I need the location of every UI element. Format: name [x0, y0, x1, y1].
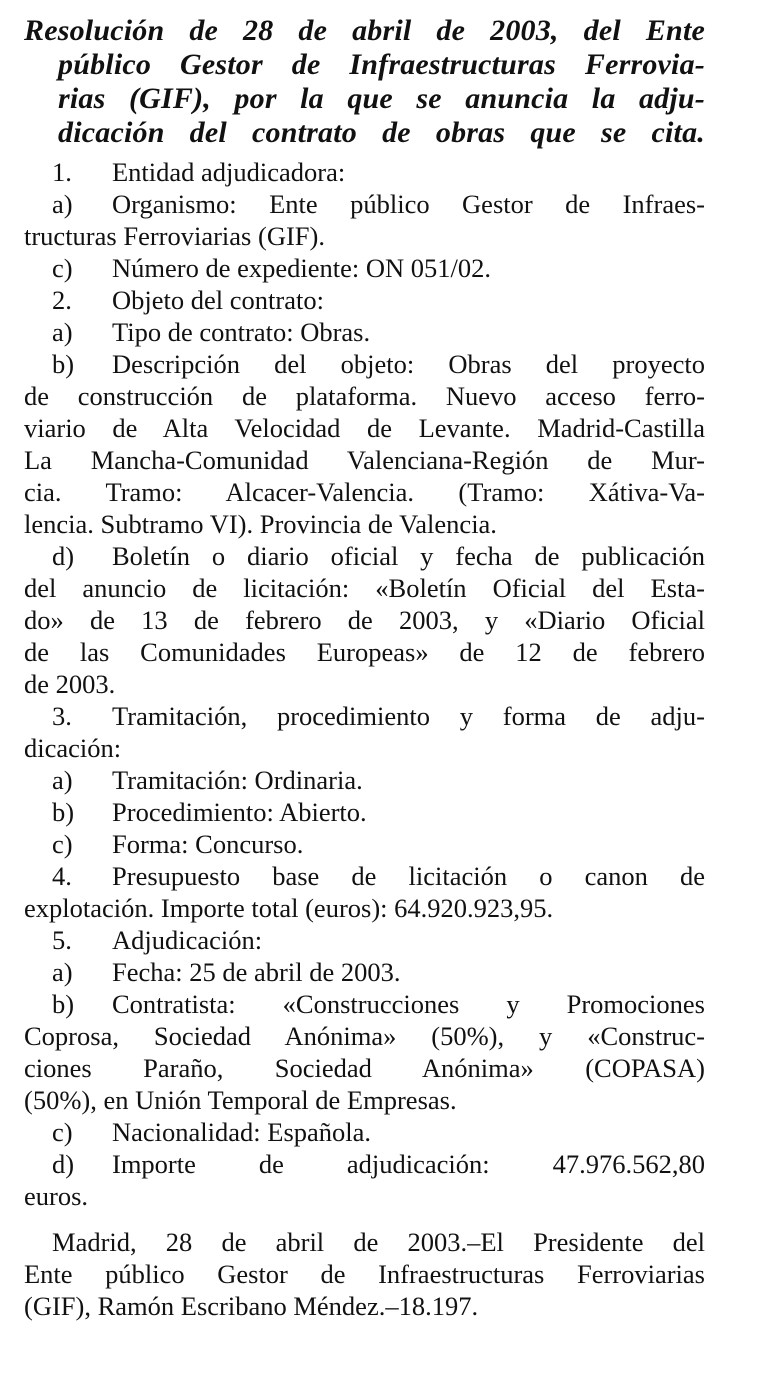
list-item-line: do» de 13 de febrero de 2003, y «Diario Oficial — [24, 605, 705, 635]
signature-line: Madrid, 28 de abril de 2003.–El Presidente del — [52, 1227, 705, 1257]
list-item-text: Objeto del contrato: — [112, 285, 324, 315]
list-item-line: lencia. Subtramo VI). Provincia de Valencia. — [24, 509, 497, 539]
list-item-text: Número de expediente: ON 051/02. — [112, 253, 491, 283]
list-item-first-line — [24, 956, 705, 988]
list-marker: c) — [52, 1117, 73, 1147]
list-item-text: Tramitación: Ordinaria. — [112, 765, 363, 795]
list-item-line: explotación. Importe total (euros): 64.920.923,95. — [24, 893, 554, 923]
list-item — [24, 924, 705, 956]
list-marker: a) — [52, 189, 73, 219]
list-item — [24, 956, 705, 988]
list-item-first-line — [24, 700, 705, 732]
list-item-line: dicación: — [24, 733, 122, 763]
list-item — [24, 188, 705, 252]
list-item — [24, 156, 705, 188]
list-marker: 4. — [52, 861, 72, 891]
list-item — [24, 540, 705, 700]
list-item-first-line — [24, 316, 705, 348]
list-item — [24, 1148, 705, 1212]
title-line: Resolución de 28 de abril de 2003, del Ente — [24, 14, 705, 47]
list-marker: c) — [52, 829, 73, 859]
list-marker: 5. — [52, 925, 72, 955]
list-item-text: Nacionalidad: Española. — [112, 1117, 372, 1147]
list-item-line: viario de Alta Velocidad de Levante. Madrid-Castilla — [24, 413, 705, 443]
signature-block — [24, 1226, 705, 1322]
list-item-text: Adjudicación: — [112, 925, 263, 955]
list-item-first-line — [24, 828, 705, 860]
list-marker: a) — [52, 765, 73, 795]
list-item — [24, 252, 705, 284]
list-marker: b) — [52, 797, 75, 827]
list-item-first-line — [24, 796, 705, 828]
list-item-line: cia. Tramo: Alcacer-Valencia. (Tramo: Xátiva-Va- — [24, 477, 705, 507]
list-marker: a) — [52, 957, 73, 987]
list-item-first-line — [24, 988, 705, 1020]
list-item-text: Entidad adjudicadora: — [112, 157, 346, 187]
list-item-line: (50%), en Unión Temporal de Empresas. — [24, 1085, 457, 1115]
list-item-text: Forma: Concurso. — [112, 829, 304, 859]
list-item — [24, 828, 705, 860]
list-item — [24, 796, 705, 828]
list-item-line: euros. — [24, 1181, 89, 1211]
list-item-first-line — [24, 188, 705, 220]
list-marker: a) — [52, 317, 73, 347]
list-item-line: ciones Paraño, Sociedad Anónima» (COPASA) — [24, 1053, 705, 1083]
title-line: público Gestor de Infraestructuras Ferrovia- — [58, 48, 705, 81]
list-item — [24, 284, 705, 316]
document-body — [24, 156, 705, 1212]
list-item — [24, 700, 705, 764]
list-marker: b) — [52, 349, 75, 379]
list-item-first-line — [24, 1148, 705, 1180]
title-line: dicación del contrato de obras que se cita. — [58, 116, 705, 149]
list-item — [24, 348, 705, 540]
list-item-text: Organismo: Ente público Gestor de Infraes- — [112, 189, 705, 219]
list-item-first-line — [24, 860, 705, 892]
list-item-first-line — [24, 284, 705, 316]
list-item — [24, 764, 705, 796]
title-line: rias (GIF), por la que se anuncia la adju- — [58, 82, 705, 115]
list-marker: 3. — [52, 701, 72, 731]
list-item-text: Boletín o diario oficial y fecha de publicación — [112, 541, 705, 571]
list-item — [24, 316, 705, 348]
list-item-first-line — [24, 348, 705, 380]
list-item-text: Presupuesto base de licitación o canon de — [112, 861, 705, 891]
list-marker: 2. — [52, 285, 72, 315]
list-item-first-line — [24, 924, 705, 956]
signature-line: (GIF), Ramón Escribano Méndez.–18.197. — [24, 1291, 479, 1321]
document-page — [24, 14, 705, 1322]
list-item-text: Importe de adjudicación: 47.976.562,80 — [112, 1149, 705, 1179]
list-item-line: del anuncio de licitación: «Boletín Oficial del Esta- — [24, 573, 705, 603]
list-item-line: La Mancha-Comunidad Valenciana-Región de Mur- — [24, 445, 705, 475]
list-item-line: tructuras Ferroviarias (GIF). — [24, 221, 325, 251]
list-item — [24, 988, 705, 1116]
list-marker: d) — [52, 1149, 75, 1179]
list-item — [24, 860, 705, 924]
list-item-first-line — [24, 764, 705, 796]
list-item-line: Coprosa, Sociedad Anónima» (50%), y «Construc- — [24, 1021, 705, 1051]
document-title — [24, 14, 705, 150]
list-item-line: de construcción de plataforma. Nuevo acceso ferro- — [24, 381, 705, 411]
list-item-first-line — [24, 252, 705, 284]
list-item — [24, 1116, 705, 1148]
list-item-first-line — [24, 1116, 705, 1148]
list-marker: d) — [52, 541, 75, 571]
list-marker: c) — [52, 253, 73, 283]
list-item-text: Fecha: 25 de abril de 2003. — [112, 957, 401, 987]
list-item-text: Tramitación, procedimiento y forma de adju- — [112, 701, 705, 731]
list-item-first-line — [24, 156, 705, 188]
list-item-text: Tipo de contrato: Obras. — [112, 317, 371, 347]
list-item-line: de 2003. — [24, 669, 116, 699]
list-item-text: Procedimiento: Abierto. — [112, 797, 367, 827]
list-item-line: de las Comunidades Europeas» de 12 de febrero — [24, 637, 705, 667]
list-item-text: Contratista: «Construcciones y Promociones — [112, 989, 705, 1019]
list-marker: b) — [52, 989, 75, 1019]
signature-line: Ente público Gestor de Infraestructuras Ferroviarias — [24, 1259, 705, 1289]
list-item-first-line — [24, 540, 705, 572]
list-marker: 1. — [52, 157, 72, 187]
list-item-text: Descripción del objeto: Obras del proyecto — [112, 349, 705, 379]
